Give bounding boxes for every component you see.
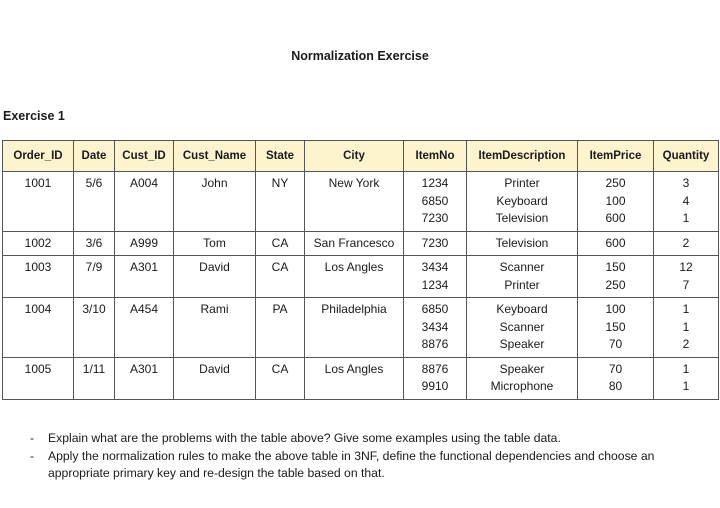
item-description-cell [467,357,578,399]
date-cell: 3/6 [74,231,115,256]
item-no: 6850 [421,193,449,208]
cust-name-cell: Rami [174,298,256,358]
item-description-cell [467,298,578,358]
item-price-cell [578,357,654,399]
item-no: 6850 [421,302,449,316]
quantity: 1 [682,302,690,316]
item-no: 8876 [421,361,449,376]
quantity: 4 [682,193,690,208]
instructions-list [30,430,715,483]
header-order-id: Order_ID [3,141,74,172]
city-cell: San Francesco [305,231,404,256]
item-description: Speaker [499,337,545,351]
header-item-price: ItemPrice [578,141,654,172]
item-no-cell [404,298,467,358]
instruction-text: Apply the normalization rules to make the above table in 3NF, define the functional dependencies and choose an appropriate primary key and re-design the table based on that. [48,448,655,480]
item-description: Scanner [499,260,545,274]
item-price: 250 [605,277,626,292]
item-description: Printer [504,277,540,292]
table-row [3,298,719,358]
item-price-cell [578,231,654,256]
cust-name-cell: David [174,256,256,298]
header-cust-id: Cust_ID [115,141,174,172]
quantity-cell [654,357,719,399]
state-cell: CA [256,357,305,399]
item-price: 600 [605,211,626,225]
cust-id-cell: A004 [115,172,174,232]
header-item-description: ItemDescription [467,141,578,172]
item-no: 7230 [421,211,449,225]
item-no-cell [404,357,467,399]
item-price-cell [578,298,654,358]
date-cell: 5/6 [74,172,115,232]
state-cell: PA [256,298,305,358]
cust-name-cell: Tom [174,231,256,256]
table-row [3,231,719,256]
cust-id-cell: A301 [115,357,174,399]
header-cust-name: Cust_Name [174,141,256,172]
item-no: 1234 [421,176,449,190]
quantity: 2 [682,337,690,351]
cust-id-cell: A301 [115,256,174,298]
quantity-cell [654,172,719,232]
item-price: 70 [608,337,623,351]
instruction-item [30,430,715,448]
item-price: 100 [605,302,626,316]
item-price-cell [578,256,654,298]
table-row [3,256,719,298]
quantity: 1 [682,319,690,334]
exercise-label: Exercise 1 [3,109,65,123]
item-price: 100 [605,193,626,208]
item-no: 7230 [421,235,449,250]
item-no: 8876 [421,337,449,351]
table-header-row [3,141,719,172]
order-id-cell: 1001 [3,172,74,232]
quantity-cell [654,298,719,358]
date-cell: 7/9 [74,256,115,298]
item-description: Keyboard [496,193,548,208]
state-cell: CA [256,256,305,298]
order-id-cell: 1003 [3,256,74,298]
quantity-cell [654,256,719,298]
document-title: Normalization Exercise [291,49,429,63]
quantity: 1 [682,211,690,225]
order-id-cell: 1004 [3,298,74,358]
header-item-no: ItemNo [404,141,467,172]
item-description: Television [495,211,549,225]
state-cell: CA [256,231,305,256]
order-id-cell: 1005 [3,357,74,399]
item-description-cell [467,231,578,256]
item-price: 70 [608,361,623,376]
instruction-text: Explain what are the problems with the table above? Give some examples using the table data. [48,431,561,445]
city-cell: Philadelphia [305,298,404,358]
header-date: Date [74,141,115,172]
item-price: 600 [605,235,626,250]
date-cell: 3/10 [74,298,115,358]
orders-table [2,140,719,400]
item-price: 250 [605,176,626,190]
quantity: 7 [682,277,690,292]
item-description-cell [467,172,578,232]
city-cell: Los Angles [305,256,404,298]
item-description: Printer [504,176,540,190]
quantity: 1 [682,361,690,376]
item-no-cell [404,231,467,256]
cust-id-cell: A999 [115,231,174,256]
order-id-cell: 1002 [3,231,74,256]
item-description: Television [495,235,549,250]
item-price: 150 [605,260,626,274]
bullet-dash: - [30,431,35,445]
state-cell: NY [256,172,305,232]
table-row [3,357,719,399]
city-cell: New York [305,172,404,232]
item-description: Microphone [490,379,554,393]
item-no-cell [404,256,467,298]
cust-name-cell: David [174,357,256,399]
header-state: State [256,141,305,172]
instruction-item [30,448,715,483]
cust-name-cell: John [174,172,256,232]
item-price-cell [578,172,654,232]
item-no: 9910 [421,379,449,393]
quantity: 12 [679,260,693,274]
item-no: 3434 [421,260,449,274]
item-price: 150 [605,319,626,334]
quantity: 2 [682,235,690,250]
cust-id-cell: A454 [115,298,174,358]
header-city: City [305,141,404,172]
quantity: 1 [682,379,690,393]
table-row [3,172,719,232]
quantity: 3 [682,176,690,190]
item-no-cell [404,172,467,232]
date-cell: 1/11 [74,357,115,399]
item-description: Scanner [499,319,545,334]
item-no: 1234 [421,277,449,292]
item-description: Speaker [499,361,545,376]
city-cell: Los Angles [305,357,404,399]
item-description-cell [467,256,578,298]
item-price: 80 [608,379,623,393]
item-description: Keyboard [496,302,548,316]
header-quantity: Quantity [654,141,719,172]
quantity-cell [654,231,719,256]
bullet-dash: - [30,448,35,463]
item-no: 3434 [421,319,449,334]
